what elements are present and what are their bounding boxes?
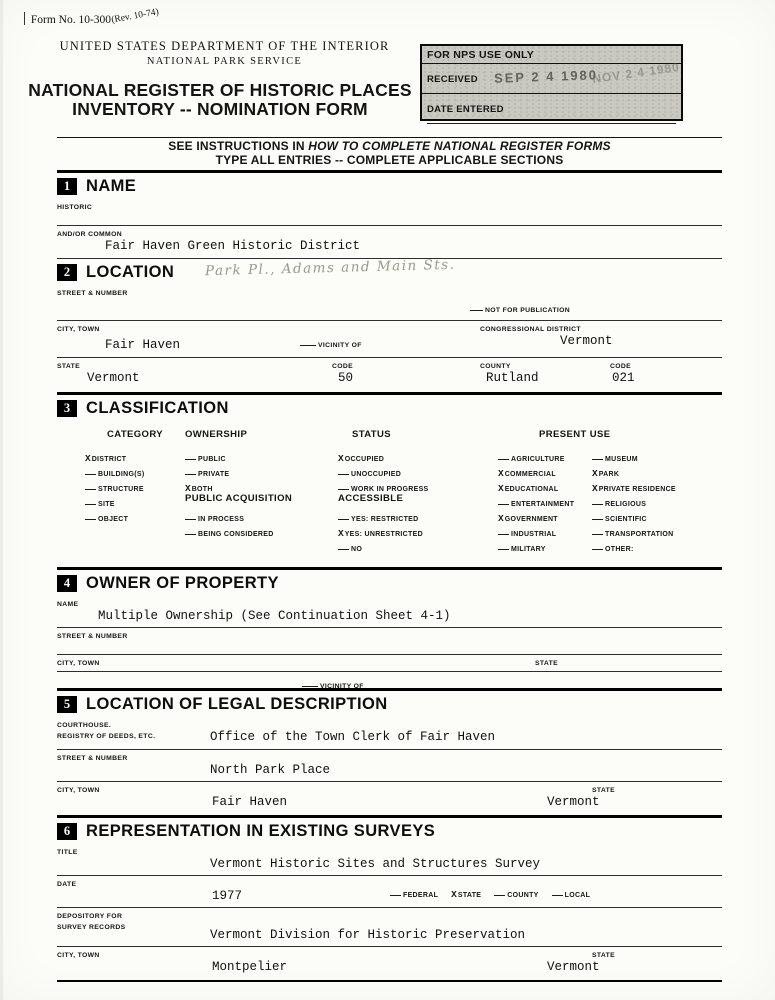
checkbox-label: STRUCTURE	[98, 486, 144, 493]
congressional-district-cell	[480, 325, 722, 353]
survey-title-value: Vermont Historic Sites and Structures Survey	[210, 857, 541, 871]
checkbox-blank-mark	[592, 549, 603, 550]
park-service-title: NATIONAL PARK SERVICE	[146, 56, 303, 67]
classification-subheader: ACCESSIBLE	[338, 493, 404, 504]
checkbox-blank-mark	[338, 519, 349, 520]
courthouse-label-line1: COURTHOUSE.	[57, 722, 112, 729]
checkbox-structure	[85, 478, 185, 493]
legal-state-label: STATE	[592, 787, 616, 794]
checkbox-private-residence	[592, 478, 722, 493]
checkbox-blank-mark	[498, 549, 509, 550]
checkbox-x-mark: X	[185, 483, 191, 494]
checkbox-x-mark: X	[338, 528, 344, 539]
courthouse-label-block	[57, 721, 210, 746]
nps-use-only-box	[420, 44, 683, 121]
county-cell	[480, 362, 610, 386]
survey-state-label: STATE	[592, 952, 616, 959]
checkbox-label: UNOCCUPIED	[351, 471, 402, 478]
survey-date-value: 1977	[212, 889, 243, 903]
checkbox-commercial	[498, 463, 592, 478]
checkbox-blank-mark	[494, 895, 505, 896]
checkbox-religious	[592, 493, 722, 508]
department-header	[32, 39, 417, 67]
survey-title-field	[57, 844, 722, 876]
congressional-district-value: Vermont	[560, 334, 613, 348]
survey-city-cell	[57, 951, 535, 975]
state-code-county-row	[57, 358, 722, 392]
section-1-header	[57, 173, 722, 199]
status-items	[338, 448, 481, 553]
checkbox-blank-mark	[338, 489, 349, 490]
checkbox-blank-mark	[185, 519, 196, 520]
checkbox-state	[451, 884, 481, 902]
instructions-line1	[57, 140, 722, 154]
checkbox-label: GOVERNMENT	[504, 516, 558, 523]
instructions-banner	[57, 137, 722, 173]
checkbox-label: COMMERCIAL	[504, 471, 556, 478]
street-number-label: STREET & NUMBER	[57, 290, 128, 297]
checkbox-agriculture	[498, 448, 592, 463]
section-1-number: 1	[57, 178, 77, 195]
form-body	[57, 137, 722, 982]
county-code-value: 021	[612, 371, 635, 385]
section-3-number: 3	[57, 400, 77, 417]
legal-city-label: CITY, TOWN	[57, 787, 100, 794]
city-congressional-row	[57, 321, 722, 358]
checkbox-transportation	[592, 523, 722, 538]
not-for-publication	[470, 299, 570, 317]
city-town-value: Fair Haven	[105, 338, 181, 352]
section-4-title: OWNER OF PROPERTY	[86, 574, 279, 592]
section-6-header	[57, 818, 722, 844]
section-4-header	[57, 570, 722, 596]
checkbox-label: PRIVATE RESIDENCE	[598, 486, 676, 493]
checkbox-blank-mark	[338, 549, 349, 550]
checkbox-label: RELIGIOUS	[605, 501, 647, 508]
checkbox-blank-mark	[592, 504, 603, 505]
checkbox-x-mark: X	[498, 468, 504, 479]
checkbox-label: MILITARY	[511, 546, 546, 553]
legal-state-value: Vermont	[547, 795, 600, 809]
owner-street-field	[57, 628, 722, 655]
checkbox-label: PRIVATE	[198, 471, 230, 478]
depository-value: Vermont Division for Historic Preservation	[210, 928, 526, 942]
checkbox-blank-mark	[185, 459, 196, 460]
checkbox-both	[185, 478, 338, 493]
checkbox-x-mark: X	[498, 483, 504, 494]
checkbox-label: OCCUPIED	[344, 456, 385, 463]
checkbox-label: SITE	[98, 501, 115, 508]
checkbox-blank-mark	[552, 895, 563, 896]
checkbox-x-mark: X	[592, 483, 598, 494]
legal-city-cell	[57, 786, 535, 810]
checkbox-blank-mark	[592, 459, 603, 460]
blank-line-mark	[302, 686, 318, 687]
checkbox-label: PUBLIC	[198, 456, 226, 463]
section-5-title: LOCATION OF LEGAL DESCRIPTION	[86, 695, 388, 713]
checkbox-label: EDUCATIONAL	[504, 486, 559, 493]
checkbox-label: AGRICULTURE	[511, 456, 565, 463]
checkbox-military	[498, 538, 592, 553]
blank-line-mark	[300, 345, 316, 346]
survey-state-cell	[535, 951, 722, 975]
survey-title-label: TITLE	[57, 849, 78, 856]
owner-name-value: Multiple Ownership (See Continuation Sheet 4-1)	[98, 609, 451, 623]
survey-date-field	[57, 876, 722, 908]
checkbox-label: DISTRICT	[91, 456, 127, 463]
checkbox-blank-mark	[85, 504, 96, 505]
checkbox-yes-unrestricted	[338, 523, 481, 538]
classification-subheader: PUBLIC ACQUISITION	[185, 493, 293, 504]
state-code-value: 50	[338, 371, 354, 385]
checkbox-label: OBJECT	[98, 516, 129, 523]
checkbox-government	[498, 508, 592, 523]
section-3-title: CLASSIFICATION	[86, 399, 229, 417]
received-row	[422, 59, 681, 94]
classification-grid	[57, 421, 722, 567]
state-cell	[57, 362, 332, 386]
instructions-prefix: SEE INSTRUCTIONS IN	[168, 139, 309, 153]
section-5-legal-description	[57, 688, 722, 815]
not-for-publication-label: NOT FOR PUBLICATION	[485, 307, 571, 314]
checkbox-label: WORK IN PROGRESS	[351, 486, 429, 493]
checkbox-x-mark: X	[592, 468, 598, 479]
checkbox-occupied	[338, 448, 481, 463]
checkbox-scientific	[592, 508, 722, 523]
checkbox-x-mark: X	[338, 453, 344, 464]
checkbox-federal	[390, 884, 438, 902]
form-title-line2: INVENTORY -- NOMINATION FORM	[72, 99, 368, 119]
checkbox-label: MUSEUM	[605, 456, 638, 463]
handwritten-street-note: Park Pl., Adams and Main Sts.	[204, 256, 456, 280]
survey-level-checkboxes	[390, 884, 590, 902]
checkbox-no	[338, 538, 481, 553]
category-items	[85, 448, 185, 523]
section-2-location	[57, 256, 722, 392]
status-column	[338, 429, 481, 553]
depository-label-line2: SURVEY RECORDS	[57, 924, 126, 931]
present-use-column	[481, 429, 722, 553]
legal-street-field	[57, 750, 722, 782]
corner-date-stamp: NOV 2 4 1980	[591, 59, 681, 87]
checkbox-blank-mark	[85, 489, 96, 490]
section-5-number: 5	[57, 696, 77, 713]
ownership-column	[185, 429, 338, 553]
state-code-cell	[332, 362, 480, 386]
checkbox-x-mark: X	[498, 513, 504, 524]
vicinity-of	[300, 334, 362, 352]
checkbox-label: OTHER:	[605, 546, 634, 553]
instructions-line2: TYPE ALL ENTRIES -- COMPLETE APPLICABLE SECTIONS	[215, 152, 564, 167]
form-number	[24, 7, 162, 26]
section-6-title: REPRESENTATION IN EXISTING SURVEYS	[86, 822, 436, 840]
county-value: Rutland	[486, 371, 539, 385]
checkbox-blank-mark	[592, 534, 603, 535]
common-label: AND/OR COMMON	[57, 231, 122, 238]
ownership-header: OWNERSHIP	[185, 429, 248, 440]
city-town-cell	[57, 325, 480, 353]
ownership-items	[185, 448, 338, 538]
section-1-title: NAME	[86, 177, 137, 195]
owner-city-label: CITY, TOWN	[57, 660, 100, 667]
section-2-title: LOCATION	[86, 263, 175, 281]
courthouse-field	[57, 717, 722, 750]
form-title-line1: NATIONAL REGISTER OF HISTORIC PLACES	[28, 80, 412, 100]
category-header: CATEGORY	[107, 429, 163, 440]
street-number-field	[57, 285, 722, 321]
checkbox-industrial	[498, 523, 592, 538]
survey-city-state-row	[57, 947, 722, 982]
checkbox-label: FEDERAL	[403, 892, 439, 899]
checkbox-entertainment	[498, 493, 592, 508]
checkbox-blank-mark	[592, 519, 603, 520]
section-3-classification	[57, 392, 722, 567]
checkbox-other	[592, 538, 722, 553]
legal-city-value: Fair Haven	[212, 795, 288, 809]
depository-field	[57, 908, 722, 947]
owner-name-field	[57, 596, 722, 628]
survey-city-label: CITY, TOWN	[57, 952, 100, 959]
checkbox-educational	[498, 478, 592, 493]
checkbox-blank-mark	[185, 474, 196, 475]
checkbox-label: BEING CONSIDERED	[198, 531, 274, 538]
checkbox-label: TRANSPORTATION	[605, 531, 674, 538]
checkbox-label: INDUSTRIAL	[511, 531, 557, 538]
checkbox-unoccupied	[338, 463, 481, 478]
checkbox-label: BUILDING(S)	[98, 471, 145, 478]
checkbox-label: IN PROCESS	[198, 516, 245, 523]
section-4-number: 4	[57, 575, 77, 592]
received-date-stamp: SEP 2 4 1980	[493, 67, 599, 86]
checkbox-blank-mark	[390, 895, 401, 896]
instructions-manual-title: HOW TO COMPLETE NATIONAL REGISTER FORMS	[308, 139, 611, 153]
nps-box-title: FOR NPS USE ONLY	[422, 46, 681, 64]
section-4-owner	[57, 567, 722, 688]
checkbox-label: BOTH	[191, 486, 213, 493]
state-label: STATE	[57, 363, 81, 370]
category-column	[85, 429, 185, 553]
owner-name-label: NAME	[57, 601, 79, 608]
checkbox-label: YES: UNRESTRICTED	[344, 531, 423, 538]
checkbox-label: ENTERTAINMENT	[511, 501, 575, 508]
code-label: CODE	[332, 363, 354, 370]
courthouse-value: Office of the Town Clerk of Fair Haven	[210, 730, 496, 744]
checkbox-blank-mark	[338, 474, 349, 475]
checkbox-park	[592, 463, 722, 478]
owner-vicinity-row	[57, 672, 722, 688]
section-3-header	[57, 395, 722, 421]
checkbox-x-mark: X	[85, 453, 91, 464]
survey-city-value: Montpelier	[212, 960, 288, 974]
section-2-header	[57, 256, 722, 285]
checkbox-public	[185, 448, 338, 463]
form-revision-text: (Rev. 10-74)	[110, 7, 160, 26]
present-use-items	[481, 448, 722, 553]
checkbox-building-s	[85, 463, 185, 478]
checkbox-label: LOCAL	[564, 892, 591, 899]
checkbox-label: YES: RESTRICTED	[351, 516, 419, 523]
legal-state-cell	[535, 786, 722, 810]
checkbox-county	[494, 884, 538, 902]
survey-state-value: Vermont	[547, 960, 600, 974]
date-entered-row	[427, 98, 676, 124]
depository-label-block	[57, 912, 210, 932]
legal-street-value: North Park Place	[210, 763, 331, 777]
checkbox-label: SCIENTIFIC	[605, 516, 647, 523]
historic-label: HISTORIC	[57, 204, 93, 211]
checkbox-x-mark: X	[451, 889, 457, 900]
checkbox-blank-mark	[185, 534, 196, 535]
code-label: CODE	[610, 363, 632, 370]
section-5-header	[57, 691, 722, 717]
checkbox-in-process	[185, 508, 338, 523]
checkbox-work-in-progress	[338, 478, 481, 493]
checkbox-blank-mark	[85, 474, 96, 475]
checkbox-museum	[592, 448, 722, 463]
depository-label-line1: DEPOSITORY FOR	[57, 913, 123, 920]
checkbox-yes-restricted	[338, 508, 481, 523]
owner-city-state-row	[57, 655, 722, 672]
checkbox-blank-mark	[498, 504, 509, 505]
received-label: RECEIVED	[427, 74, 478, 85]
checkbox-label: STATE	[457, 892, 482, 899]
checkbox-blank-mark	[498, 459, 509, 460]
checkbox-object	[85, 508, 185, 523]
checkbox-private	[185, 463, 338, 478]
status-header: STATUS	[352, 429, 391, 440]
department-title: UNITED STATES DEPARTMENT OF THE INTERIOR	[59, 39, 390, 53]
county-code-cell	[610, 362, 722, 386]
checkbox-blank-mark	[498, 534, 509, 535]
present-use-header: PRESENT USE	[539, 429, 611, 440]
legal-city-state-row	[57, 782, 722, 815]
checkbox-label: COUNTY	[507, 892, 539, 899]
historic-name-field	[57, 199, 722, 226]
section-6-surveys	[57, 815, 722, 982]
section-2-number: 2	[57, 264, 77, 281]
checkbox-label: PARK	[598, 471, 620, 478]
checkbox-site	[85, 493, 185, 508]
section-6-number: 6	[57, 823, 77, 840]
owner-state-label: STATE	[535, 660, 559, 667]
section-1-name	[57, 173, 722, 259]
common-name-value: Fair Haven Green Historic District	[105, 239, 361, 253]
state-value: Vermont	[87, 371, 140, 385]
legal-street-label: STREET & NUMBER	[57, 755, 128, 762]
owner-street-label: STREET & NUMBER	[57, 633, 128, 640]
courthouse-label-line2: REGISTRY OF DEEDS, ETC.	[57, 733, 156, 740]
common-name-field	[57, 226, 722, 259]
city-town-label: CITY, TOWN	[57, 326, 100, 333]
survey-date-label: DATE	[57, 881, 77, 888]
blank-line-mark	[470, 310, 483, 311]
date-entered-label: DATE ENTERED	[427, 104, 504, 115]
checkbox-label: NO	[351, 546, 363, 553]
checkbox-being-considered	[185, 523, 338, 538]
form-number-text: Form No. 10-300	[30, 14, 112, 26]
checkbox-blank-mark	[85, 519, 96, 520]
checkbox-district	[85, 448, 185, 463]
city-town-value-row	[57, 335, 480, 353]
form-title	[24, 81, 416, 119]
checkbox-local	[552, 884, 591, 902]
vicinity-of-label: VICINITY OF	[318, 342, 362, 349]
county-label: COUNTY	[480, 363, 511, 370]
owner-vicinity-label: VICINITY OF	[320, 683, 364, 690]
congressional-district-label: CONGRESSIONAL DISTRICT	[480, 326, 581, 333]
